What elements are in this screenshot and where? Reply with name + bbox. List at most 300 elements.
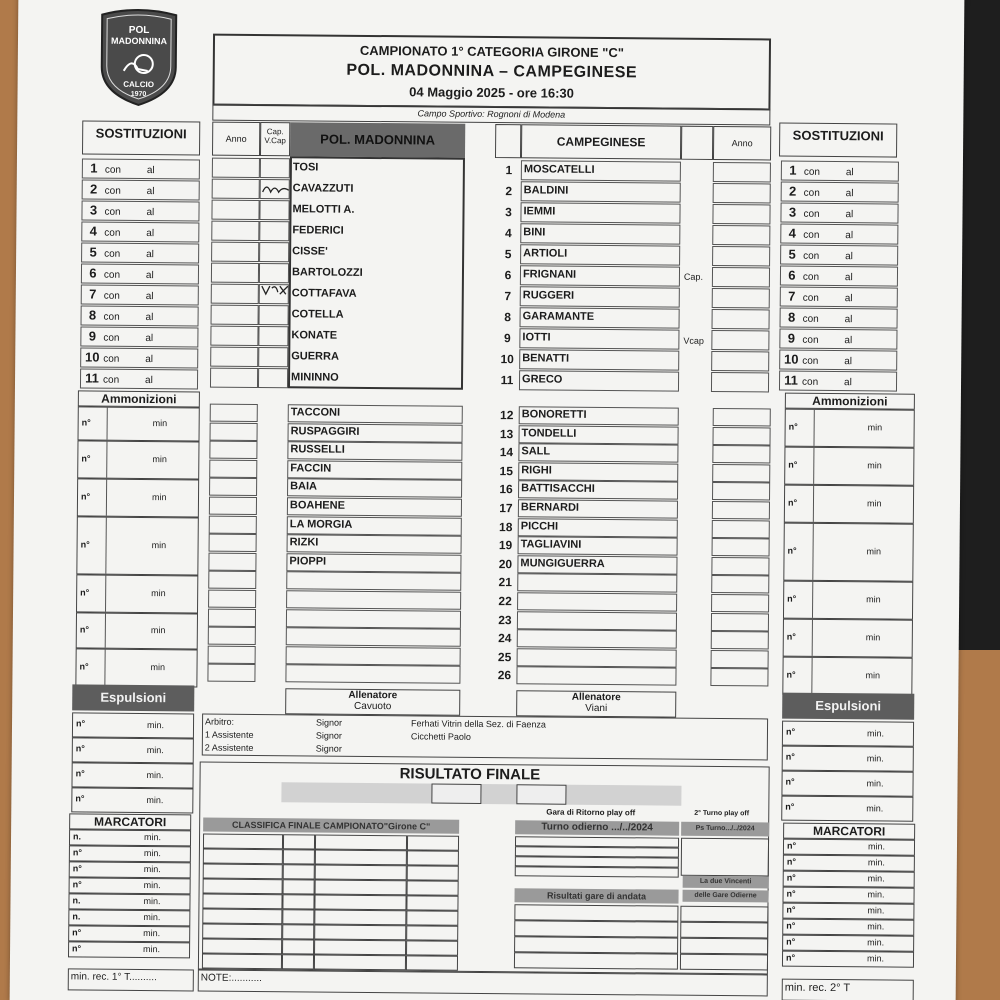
turno-odierno-header: Turno odierno .../../2024 [515,820,679,835]
classifica-cell [283,834,315,849]
left-marc-min-label: min. [143,944,161,955]
away-starter-name: IOTTI [522,331,551,344]
left-marc-min-label: min. [143,864,161,875]
left-sub-number: 2 [90,181,98,197]
left-marc-n-label: n° [72,879,82,890]
note-label: NOTE:........... [200,972,262,985]
right-sub-row [780,245,898,266]
left-amm-divider [104,650,105,686]
left-esp-n-label: n° [75,793,85,804]
right-sub-al-label: al [845,209,854,221]
right-sub-al-label: al [845,230,854,242]
left-marc-min-label: min. [143,880,161,891]
left-sub-con-label: con [103,269,121,281]
right-amm-n-label: n° [788,459,798,470]
home-bench-name: RIZKI [289,536,319,549]
away-bench-cell [517,611,677,630]
bench-number: 24 [498,631,512,646]
classifica-cell [202,954,282,970]
away-bench-name: BERNARDI [520,501,580,514]
home-starter-name: CAVAZZUTI [292,182,354,195]
home-bench-cell [286,646,461,666]
left-sostituzioni-title: SOSTITUZIONI [95,125,187,142]
home-starter-name: CISSE' [292,245,328,258]
left-amm-n-label: n° [81,417,91,428]
left-sub-al-label: al [145,270,154,282]
left-sub-al-label: al [144,375,153,387]
left-sub-row [82,179,200,200]
club-logo-shield-icon [97,9,180,108]
right-marcatori-header [783,823,915,840]
right-sub-row [780,308,898,329]
home-bench-name: RUSPAGGIRI [290,424,360,438]
right-ammonizione-row [783,581,913,620]
left-amm-n-label: n° [80,491,91,502]
home-cap-cell [259,221,289,241]
home-coach-box [285,688,460,716]
home-anno-cell [210,368,258,388]
bench-number: 16 [499,482,513,497]
right-marc-n-label: n° [786,840,797,851]
home-bench-name: TACCONI [290,406,341,419]
home-bench-name: LA MORGIA [289,517,353,531]
home-bench-anno-cell [207,664,255,682]
home-anno-header: Anno [212,122,260,156]
right-esp-min-label: min. [866,728,885,739]
right-ammonizioni-title: Ammonizioni [812,393,888,409]
left-esp-min-label: min. [146,770,164,781]
left-esp-n-label: n° [75,743,85,754]
away-bench-anno-cell [711,575,769,594]
left-marc-n-label: n. [73,831,82,842]
left-ammonizione-row [78,406,200,441]
home-bench-anno-cell [208,571,256,589]
match-date: 04 Maggio 2025 - ore 16:30 [409,84,574,101]
right-amm-n-label: n° [787,593,797,604]
right-ammonizione-row [782,657,912,696]
right-sub-number: 1 [789,162,797,178]
left-sub-al-label: al [146,249,154,261]
away-anno-cell [712,309,770,330]
right-sostituzioni-title: SOSTITUZIONI [792,127,884,144]
right-esp-n-label: n° [785,751,795,762]
away-bench-name: TONDELLI [521,426,577,440]
away-bench-anno-cell [711,594,769,613]
min-rec-2t-box [782,979,914,1000]
away-anno-cell [711,372,769,393]
left-sub-al-label: al [146,165,155,177]
right-sub-number: 10 [783,351,799,367]
away-anno-cell [711,351,769,372]
home-vcap-label: V.Cap [264,136,286,146]
left-amm-divider [105,518,106,574]
home-cap-cell [258,326,288,346]
starter-number: 2 [505,184,513,199]
right-sub-con-label: con [803,250,820,262]
note-box [198,969,768,996]
home-coach-name: Cavuoto [354,700,392,713]
left-marcatore-row [68,909,190,926]
home-starter-name: TOSI [292,161,319,174]
home-anno-cell [210,326,258,346]
right-amm-divider [812,524,813,580]
home-bench-anno-cell [209,478,257,496]
away-anno-cell [712,204,770,225]
away-starter-name: BALDINI [523,184,569,197]
home-anno-cell [211,242,259,262]
left-sub-con-label: con [104,206,121,218]
left-ammonizione-row [77,440,199,479]
away-starter-name: BINI [523,226,546,239]
right-sub-con-label: con [802,334,819,346]
bench-number: 14 [499,445,514,460]
playoff-cell [514,904,678,921]
right-sub-con-label: con [803,208,820,220]
classifica-cell [314,925,406,941]
home-cap-cell [258,347,288,367]
away-bench-name: TAGLIAVINI [520,538,582,552]
home-bench-anno-cell [209,459,257,477]
away-starter-name: BENATTI [522,352,570,365]
bench-number: 22 [498,594,512,609]
home-bench-name: FACCIN [290,462,332,475]
right-marcatore-row [783,839,915,856]
left-sub-number: 6 [89,265,97,281]
home-bench-anno-cell [210,404,258,422]
classifica-cell [283,864,315,879]
left-amm-divider [106,480,107,516]
right-espulsione-row [781,796,913,822]
left-sub-row [80,368,198,389]
classifica-cell [282,954,314,969]
right-sub-al-label: al [845,251,853,263]
right-marc-min-label: min. [867,857,885,868]
left-sub-con-label: con [103,311,120,323]
home-anno-cell [211,200,259,220]
home-bench-name: PIOPPI [289,555,327,568]
left-espulsione-row [72,737,194,763]
home-score-box [431,784,481,804]
right-ammonizioni-header [785,393,915,410]
home-cap-label: Cap. [266,127,284,137]
away-bench-cell [516,667,676,686]
left-ammonizioni-title: Ammonizioni [101,391,177,407]
left-esp-n-label: n° [75,768,85,779]
right-ammonizione-row [784,409,914,448]
starter-number: 9 [504,331,511,346]
away-bench-name: MUNGIGUERRA [520,557,605,570]
classifica-cell [406,895,458,910]
left-sub-row [81,242,199,263]
bench-number: 25 [497,649,512,665]
home-bench-anno-cell [209,534,257,552]
home-bench-anno-cell [208,627,256,645]
left-amm-n-label: n° [79,661,89,672]
away-bench-anno-cell [712,445,770,464]
left-marc-min-label: min. [143,848,161,859]
away-bench-anno-cell [711,557,769,576]
starter-number: 11 [500,373,514,388]
bench-number: 20 [498,556,513,572]
away-anno-cell [711,330,769,351]
right-amm-divider [813,448,814,484]
left-sub-number: 9 [88,328,97,344]
left-amm-divider [106,442,107,478]
right-sub-con-label: con [802,355,819,367]
right-ammonizione-row [784,447,914,486]
right-sub-al-label: al [845,167,854,179]
away-starter-name: IEMMI [523,205,556,218]
classifica-cell [203,879,283,895]
right-esp-min-label: min. [866,778,884,789]
away-cap-mark: Cap. [683,271,704,282]
officials-box [202,714,768,761]
left-marc-min-label: min. [143,928,161,939]
left-amm-n-label: n° [79,624,90,635]
away-starter-name: FRIGNANI [522,268,577,281]
away-starter-name: GRECO [522,373,563,386]
right-marcatori-title: MARCATORI [812,823,886,839]
ps-turno-header: Ps Turno.../../2024 [681,822,769,837]
bench-number: 18 [499,519,513,534]
right-marc-n-label: n° [786,888,796,899]
away-score-box [516,784,566,804]
risultati-andata-header: Risultati gare di andata [514,888,678,903]
left-esp-n-label: n° [75,718,86,729]
home-starter-name: KONATE [291,329,338,342]
home-cap-header [260,122,290,156]
home-cap-cell [259,200,289,220]
classifica-cell [407,880,459,895]
left-sub-row [81,284,199,305]
signor-1: Signor [316,717,343,728]
left-marcatore-row [69,861,191,878]
min-rec-2t-label: min. rec. 2° T [784,981,851,995]
arbitro-label: Arbitro: [205,716,235,727]
playoff-cell [514,936,678,953]
bench-number: 19 [498,538,513,553]
home-coach-label: Allenatore [348,689,398,702]
away-anno-cell [712,267,770,288]
bench-number: 15 [499,463,513,479]
right-sub-al-label: al [844,356,853,368]
away-anno-header: Anno [713,126,771,161]
championship-title: CAMPIONATO 1° CATEGORIA GIRONE "C" [359,42,625,61]
left-sostituzioni-header [82,120,200,155]
right-ammonizione-row [783,619,913,658]
left-amm-min-label: min [151,492,167,503]
starter-number: 10 [500,352,514,367]
right-sostituzioni-header [779,123,897,158]
classifica-header: CLASSIFICA FINALE CAMPIONATO"Girone C" [203,818,459,834]
right-amm-min-label: min [867,422,883,433]
right-espulsioni-header: Espulsioni [782,693,914,720]
classifica-cell [283,879,315,894]
left-sub-al-label: al [146,207,155,219]
away-bench-anno-cell [711,650,769,669]
classifica-cell [314,940,406,956]
home-bench-anno-cell [210,422,258,440]
home-bench-anno-cell [208,590,256,608]
turno2-label: 2° Turno play off [694,809,750,818]
away-bench-anno-cell [712,501,770,520]
match-sheet [10,0,965,1000]
home-bench-name: BAIA [290,480,318,493]
right-amm-n-label: n° [786,669,796,680]
left-ammonizione-row [76,612,198,649]
right-sub-al-label: al [844,293,853,305]
classifica-cell [314,955,406,971]
assistant2-label: 2 Assistente [204,742,254,753]
left-marc-n-label: n. [72,911,81,922]
left-marcatore-row [69,845,191,862]
away-bench-name: RIGHI [521,464,552,477]
left-amm-min-label: min [150,625,166,636]
signor-3: Signor [315,743,342,754]
handwritten-cap-mark-icon [261,182,291,198]
right-sub-number: 4 [788,225,797,241]
playoff-cell [680,922,768,939]
classifica-cell [202,909,282,925]
right-esp-n-label: n° [785,776,795,787]
home-starter-name: MELOTTI A. [292,203,355,216]
left-amm-n-label: n° [80,539,90,550]
right-sub-number: 8 [787,309,796,325]
right-sub-con-label: con [802,292,819,304]
right-ammonizione-row [783,523,914,582]
left-amm-min-label: min [152,454,167,465]
right-marcatore-row [782,935,914,952]
right-amm-divider [813,486,814,522]
right-sub-number: 7 [788,288,796,304]
right-sub-number: 3 [788,204,797,220]
right-sub-row [781,161,899,182]
classifica-cell [202,894,282,910]
left-amm-min-label: min [151,588,166,599]
left-marcatore-row [69,877,191,894]
starter-number: 4 [504,226,512,241]
left-sub-row [81,305,199,326]
classifica-cell [283,849,315,864]
bench-number: 26 [497,668,512,683]
left-amm-min-label: min [151,540,167,551]
home-starter-name: COTTAFAVA [291,287,357,300]
right-sub-row [780,203,898,224]
right-marcatore-row [783,871,915,888]
right-amm-n-label: n° [788,421,798,432]
right-esp-n-label: n° [785,726,796,737]
right-sub-number: 6 [788,267,796,283]
bench-number: 12 [499,408,514,423]
right-sub-row [779,371,897,392]
away-cap-header [681,126,713,160]
home-starters-frame [288,156,465,390]
bench-number: 13 [499,426,514,441]
classifica-cell [314,895,406,911]
playoff-cell [680,954,768,971]
right-amm-divider [812,620,813,656]
home-bench-cell [285,665,460,685]
assistant1-name: Cicchetti Paolo [410,731,472,742]
classifica-cell [314,910,406,926]
classifica-cell [315,835,407,851]
left-sub-number: 1 [90,160,98,176]
home-bench-anno-cell [208,645,256,663]
right-marc-min-label: min. [867,873,885,884]
logo-line2: MADONNINA [110,35,168,47]
classifica-cell [282,894,314,909]
classifica-cell [406,955,458,970]
home-bench-anno-cell [208,552,256,570]
arbitro-name: Ferhati Vitrin della Sez. di Faenza [411,718,546,730]
right-sub-number: 5 [788,246,796,262]
home-starter-name: COTELLA [291,308,344,321]
away-bench-cell [517,592,677,611]
left-marcatore-row [68,941,190,958]
left-amm-divider [105,614,106,648]
right-sub-number: 9 [787,330,796,346]
right-amm-min-label: min [867,460,882,471]
right-marc-min-label: min. [867,905,885,916]
bench-number: 21 [498,575,513,590]
right-sub-row [781,182,899,203]
away-anno-cell [712,246,770,267]
right-amm-n-label: n° [787,545,797,556]
home-cap-cell [259,305,289,325]
logo-line1: POL [128,24,150,37]
playoff-cell [681,838,769,877]
left-sub-number: 10 [84,349,100,365]
classifica-cell [406,910,458,925]
home-bench-name: BOAHENE [289,499,346,512]
home-bench-cell [286,609,461,629]
away-bench-anno-cell [710,668,768,687]
right-sub-con-label: con [801,376,819,388]
match-title: POL. MADONNINA – CAMPEGINESE [346,61,638,82]
classifica-cell [203,834,283,850]
left-sub-al-label: al [145,333,154,345]
home-anno-cell [212,179,260,199]
left-sub-row [81,221,199,242]
right-sub-al-label: al [844,272,853,284]
left-sub-con-label: con [103,332,120,344]
classifica-cell [282,924,314,939]
starter-number: 3 [505,205,512,220]
bench-number: 17 [499,501,513,516]
home-anno-cell [210,347,258,367]
home-anno-cell [211,221,259,241]
away-starter-name: MOSCATELLI [523,163,595,176]
left-marc-n-label: n° [72,943,82,954]
away-anno-cell [713,183,771,204]
away-anno-cell [712,225,770,246]
away-anno-cell [713,162,771,183]
away-coach-label: Allenatore [571,691,621,704]
starter-number: 5 [504,247,512,262]
starter-number: 8 [504,310,512,325]
right-sub-al-label: al [843,377,852,389]
left-sub-al-label: al [146,228,155,240]
right-sub-number: 2 [789,183,797,199]
left-marc-n-label: n° [72,847,83,858]
right-sub-con-label: con [803,166,821,178]
due-vincenti-header: La due Vincenti [683,876,769,889]
left-ammonizioni-header [78,390,200,407]
left-sub-row [82,158,200,179]
home-team-header: POL. MADONNINA [290,122,465,158]
left-sub-number: 11 [85,370,99,386]
left-sub-number: 3 [89,202,98,218]
